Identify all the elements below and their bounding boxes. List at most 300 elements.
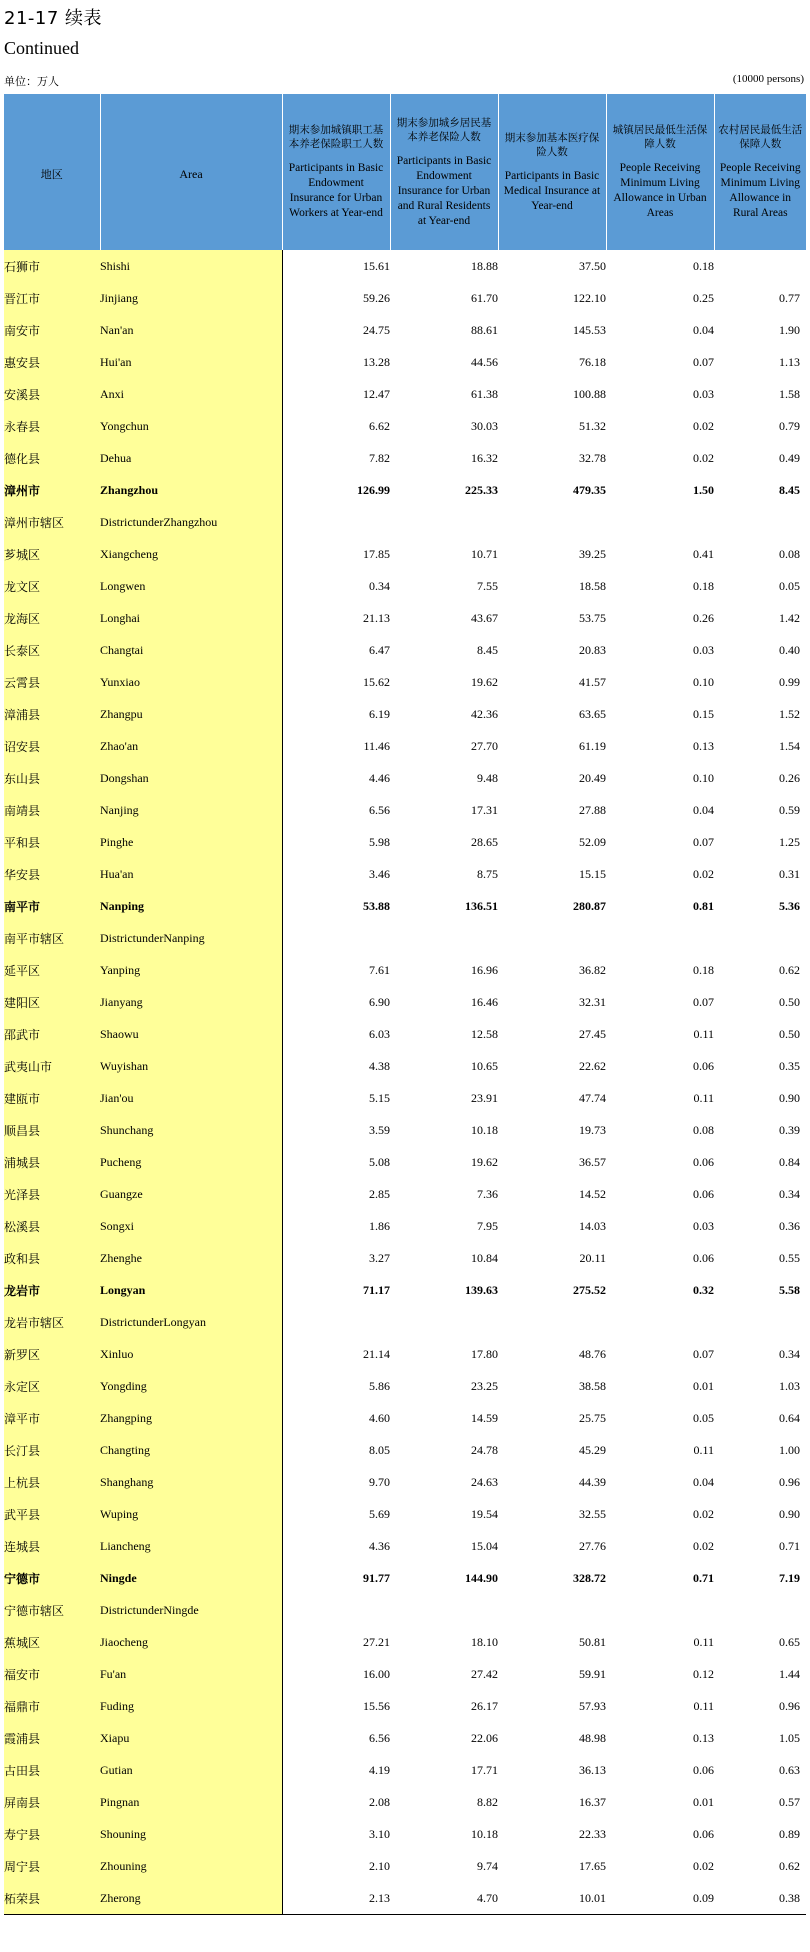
cell-rural-min-allowance: 0.63	[779, 1762, 800, 1777]
table-row	[4, 1306, 806, 1338]
table-row	[4, 954, 806, 986]
cell-rural-min-allowance: 1.54	[779, 738, 800, 753]
cell-residents-pension: 61.70	[471, 290, 498, 305]
header-region-en: Area	[100, 94, 282, 250]
cell-urban-min-allowance: 0.02	[693, 1506, 714, 1521]
statistics-table	[4, 94, 806, 1914]
cell-rural-min-allowance: 0.62	[779, 1858, 800, 1873]
region-name-cn: 顺昌县	[4, 1114, 100, 1146]
region-name-cn: 连城县	[4, 1530, 100, 1562]
region-name-en: Hua'an	[100, 858, 282, 890]
region-name-en: Nanjing	[100, 794, 282, 826]
cell-urban-min-allowance: 0.81	[693, 898, 714, 913]
cell-residents-pension: 144.90	[465, 1570, 498, 1585]
cell-urban-workers-pension: 3.10	[369, 1826, 390, 1841]
cell-residents-pension: 9.48	[477, 770, 498, 785]
header-region-cn: 地区	[4, 94, 100, 250]
table-row	[4, 634, 806, 666]
cell-rural-min-allowance	[714, 1306, 806, 1338]
cell-residents-pension: 225.33	[465, 482, 498, 497]
cell-medical-insurance: 63.65	[579, 706, 606, 721]
cell-urban-workers-pension: 24.75	[363, 322, 390, 337]
cell-rural-min-allowance: 0.99	[779, 674, 800, 689]
cell-rural-min-allowance: 0.57	[779, 1794, 800, 1809]
cell-rural-min-allowance: 0.96	[779, 1474, 800, 1489]
table-row	[4, 346, 806, 378]
cell-medical-insurance: 27.76	[579, 1538, 606, 1553]
cell-medical-insurance	[498, 1306, 606, 1338]
region-name-cn: 邵武市	[4, 1018, 100, 1050]
region-name-cn: 云霄县	[4, 666, 100, 698]
region-name-cn: 石狮市	[4, 250, 100, 282]
cell-urban-min-allowance: 0.07	[693, 354, 714, 369]
region-name-en: Nan'an	[100, 314, 282, 346]
cell-urban-workers-pension	[282, 506, 390, 538]
region-name-en: Jiaocheng	[100, 1626, 282, 1658]
region-name-cn: 霞浦县	[4, 1722, 100, 1754]
cell-rural-min-allowance: 0.31	[779, 866, 800, 881]
cell-urban-workers-pension: 3.59	[369, 1122, 390, 1137]
cell-medical-insurance: 479.35	[573, 482, 606, 497]
table-row	[4, 1370, 806, 1402]
region-name-cn: 平和县	[4, 826, 100, 858]
region-name-cn: 龙岩市辖区	[4, 1306, 100, 1338]
cell-rural-min-allowance: 0.49	[779, 450, 800, 465]
cell-medical-insurance: 48.98	[579, 1730, 606, 1745]
cell-medical-insurance: 76.18	[579, 354, 606, 369]
cell-urban-min-allowance: 0.13	[693, 1730, 714, 1745]
cell-residents-pension: 27.42	[471, 1666, 498, 1681]
cell-medical-insurance: 280.87	[573, 898, 606, 913]
cell-medical-insurance: 38.58	[579, 1378, 606, 1393]
region-name-en: Dongshan	[100, 762, 282, 794]
table-row	[4, 282, 806, 314]
region-name-cn: 东山县	[4, 762, 100, 794]
cell-rural-min-allowance: 0.84	[779, 1154, 800, 1169]
header-residents-pension: 期末参加城乡居民基本养老保险人数 Participants in Basic Endowment Insurance for Urban and Rural Residents at Year-end	[390, 94, 498, 250]
cell-medical-insurance: 36.82	[579, 962, 606, 977]
cell-rural-min-allowance: 0.35	[779, 1058, 800, 1073]
table-row	[4, 570, 806, 602]
cell-urban-min-allowance: 0.02	[693, 866, 714, 881]
table-row	[4, 858, 806, 890]
cell-medical-insurance: 32.31	[579, 994, 606, 1009]
cell-residents-pension: 8.75	[477, 866, 498, 881]
cell-medical-insurance: 36.13	[579, 1762, 606, 1777]
region-name-en: Zhangping	[100, 1402, 282, 1434]
cell-rural-min-allowance: 1.58	[779, 386, 800, 401]
cell-urban-min-allowance: 0.11	[693, 1698, 714, 1713]
cell-residents-pension	[390, 1594, 498, 1626]
unit-label-cn: 单位：万人	[4, 75, 59, 88]
cell-residents-pension: 136.51	[465, 898, 498, 913]
cell-urban-workers-pension: 6.47	[369, 642, 390, 657]
cell-urban-workers-pension: 15.61	[363, 258, 390, 273]
cell-rural-min-allowance: 0.79	[779, 418, 800, 433]
cell-medical-insurance: 25.75	[579, 1410, 606, 1425]
cell-medical-insurance: 50.81	[579, 1634, 606, 1649]
cell-medical-insurance: 47.74	[579, 1090, 606, 1105]
cell-rural-min-allowance: 0.38	[779, 1890, 800, 1905]
cell-residents-pension: 9.74	[477, 1858, 498, 1873]
cell-residents-pension: 17.31	[471, 802, 498, 817]
cell-urban-min-allowance	[606, 1306, 714, 1338]
header-urban-workers-pension: 期末参加城镇职工基本养老保险职工人数 Participants in Basic Endowment Insurance for Urban Workers at Year-end	[282, 94, 390, 250]
cell-urban-workers-pension: 126.99	[357, 482, 390, 497]
cell-urban-min-allowance: 0.71	[693, 1570, 714, 1585]
cell-residents-pension: 10.65	[471, 1058, 498, 1073]
cell-residents-pension: 24.63	[471, 1474, 498, 1489]
region-name-en: Wuyishan	[100, 1050, 282, 1082]
region-name-cn: 建阳区	[4, 986, 100, 1018]
cell-residents-pension: 17.80	[471, 1346, 498, 1361]
table-row	[4, 666, 806, 698]
cell-urban-min-allowance: 0.07	[693, 834, 714, 849]
cell-residents-pension: 10.18	[471, 1122, 498, 1137]
region-name-en: Yanping	[100, 954, 282, 986]
cell-rural-min-allowance: 0.89	[779, 1826, 800, 1841]
cell-medical-insurance: 27.88	[579, 802, 606, 817]
region-name-en: Hui'an	[100, 346, 282, 378]
table-row	[4, 986, 806, 1018]
cell-medical-insurance: 45.29	[579, 1442, 606, 1457]
cell-residents-pension: 14.59	[471, 1410, 498, 1425]
cell-urban-min-allowance: 0.02	[693, 418, 714, 433]
region-name-cn: 漳州市	[4, 474, 100, 506]
region-name-en: Shunchang	[100, 1114, 282, 1146]
region-name-cn: 周宁县	[4, 1850, 100, 1882]
region-name-en: Shishi	[100, 250, 282, 282]
cell-medical-insurance: 145.53	[573, 322, 606, 337]
cell-urban-workers-pension: 2.10	[369, 1858, 390, 1873]
cell-urban-min-allowance: 0.05	[693, 1410, 714, 1425]
cell-rural-min-allowance: 0.40	[779, 642, 800, 657]
cell-medical-insurance: 37.50	[579, 258, 606, 273]
cell-urban-workers-pension: 3.27	[369, 1250, 390, 1265]
cell-urban-workers-pension: 7.61	[369, 962, 390, 977]
table-row	[4, 538, 806, 570]
table-row	[4, 474, 806, 506]
cell-rural-min-allowance: 0.62	[779, 962, 800, 977]
cell-residents-pension: 16.46	[471, 994, 498, 1009]
cell-medical-insurance: 59.91	[579, 1666, 606, 1681]
region-name-en: Shaowu	[100, 1018, 282, 1050]
region-name-cn: 龙海区	[4, 602, 100, 634]
cell-medical-insurance: 14.03	[579, 1218, 606, 1233]
cell-medical-insurance: 41.57	[579, 674, 606, 689]
cell-urban-workers-pension: 2.85	[369, 1186, 390, 1201]
cell-medical-insurance: 16.37	[579, 1794, 606, 1809]
cell-urban-min-allowance: 0.01	[693, 1378, 714, 1393]
table-row	[4, 1210, 806, 1242]
table-row	[4, 1274, 806, 1306]
region-name-en: Jinjiang	[100, 282, 282, 314]
region-name-en: Longhai	[100, 602, 282, 634]
cell-urban-workers-pension	[282, 1306, 390, 1338]
cell-residents-pension	[390, 506, 498, 538]
cell-residents-pension: 7.36	[477, 1186, 498, 1201]
cell-medical-insurance: 17.65	[579, 1858, 606, 1873]
cell-rural-min-allowance: 1.05	[779, 1730, 800, 1745]
cell-residents-pension: 10.18	[471, 1826, 498, 1841]
cell-urban-workers-pension: 6.03	[369, 1026, 390, 1041]
cell-urban-workers-pension: 27.21	[363, 1634, 390, 1649]
unit-label-en: (10000 persons)	[732, 73, 804, 85]
cell-urban-min-allowance: 0.01	[693, 1794, 714, 1809]
cell-urban-min-allowance: 1.50	[693, 482, 714, 497]
region-name-en: Pinghe	[100, 826, 282, 858]
cell-urban-workers-pension	[282, 922, 390, 954]
cell-residents-pension: 19.62	[471, 674, 498, 689]
cell-rural-min-allowance: 0.34	[779, 1186, 800, 1201]
region-name-cn: 惠安县	[4, 346, 100, 378]
table-row	[4, 1114, 806, 1146]
region-name-en: Liancheng	[100, 1530, 282, 1562]
region-name-en: Songxi	[100, 1210, 282, 1242]
cell-rural-min-allowance: 0.71	[779, 1538, 800, 1553]
cell-urban-workers-pension: 71.17	[363, 1282, 390, 1297]
cell-residents-pension: 61.38	[471, 386, 498, 401]
cell-rural-min-allowance: 1.52	[779, 706, 800, 721]
table-row	[4, 1690, 806, 1722]
cell-urban-workers-pension: 21.13	[363, 610, 390, 625]
table-row	[4, 730, 806, 762]
cell-urban-min-allowance: 0.26	[693, 610, 714, 625]
table-row	[4, 1882, 806, 1914]
region-name-cn: 浦城县	[4, 1146, 100, 1178]
cell-urban-workers-pension: 1.86	[369, 1218, 390, 1233]
region-name-en: Longyan	[100, 1274, 282, 1306]
region-name-en: Xiangcheng	[100, 538, 282, 570]
cell-urban-min-allowance: 0.11	[693, 1026, 714, 1041]
region-name-cn: 漳平市	[4, 1402, 100, 1434]
cell-urban-min-allowance: 0.06	[693, 1826, 714, 1841]
table-row	[4, 794, 806, 826]
region-name-cn: 长泰区	[4, 634, 100, 666]
region-name-cn: 福鼎市	[4, 1690, 100, 1722]
cell-urban-min-allowance: 0.13	[693, 738, 714, 753]
cell-rural-min-allowance: 0.34	[779, 1346, 800, 1361]
region-name-cn: 宁德市辖区	[4, 1594, 100, 1626]
cell-urban-min-allowance: 0.12	[693, 1666, 714, 1681]
cell-urban-min-allowance: 0.04	[693, 1474, 714, 1489]
cell-rural-min-allowance: 1.25	[779, 834, 800, 849]
region-name-cn: 光泽县	[4, 1178, 100, 1210]
region-name-en: Yongding	[100, 1370, 282, 1402]
region-name-en: Zhouning	[100, 1850, 282, 1882]
region-name-cn: 德化县	[4, 442, 100, 474]
region-name-cn: 蕉城区	[4, 1626, 100, 1658]
cell-residents-pension: 8.82	[477, 1794, 498, 1809]
cell-medical-insurance: 18.58	[579, 578, 606, 593]
region-name-cn: 永春县	[4, 410, 100, 442]
cell-residents-pension: 30.03	[471, 418, 498, 433]
cell-residents-pension: 8.45	[477, 642, 498, 657]
cell-urban-workers-pension: 2.08	[369, 1794, 390, 1809]
region-name-en: Yunxiao	[100, 666, 282, 698]
region-name-en: Guangze	[100, 1178, 282, 1210]
table-row	[4, 1466, 806, 1498]
cell-urban-min-allowance: 0.06	[693, 1762, 714, 1777]
cell-residents-pension: 18.10	[471, 1634, 498, 1649]
region-name-cn: 松溪县	[4, 1210, 100, 1242]
cell-urban-min-allowance: 0.06	[693, 1186, 714, 1201]
table-row	[4, 698, 806, 730]
cell-residents-pension: 139.63	[465, 1282, 498, 1297]
region-name-cn: 诏安县	[4, 730, 100, 762]
cell-rural-min-allowance: 0.90	[779, 1090, 800, 1105]
cell-residents-pension: 28.65	[471, 834, 498, 849]
region-name-en: Changting	[100, 1434, 282, 1466]
cell-rural-min-allowance: 8.45	[779, 482, 800, 497]
cell-urban-workers-pension: 3.46	[369, 866, 390, 881]
cell-rural-min-allowance: 0.59	[779, 802, 800, 817]
cell-urban-workers-pension: 6.90	[369, 994, 390, 1009]
cell-urban-workers-pension: 6.56	[369, 1730, 390, 1745]
cell-urban-workers-pension: 5.15	[369, 1090, 390, 1105]
table-row	[4, 1658, 806, 1690]
table-row	[4, 1050, 806, 1082]
cell-urban-min-allowance: 0.04	[693, 322, 714, 337]
header-rural-min-allowance: 农村居民最低生活保障人数 People Receiving Minimum Living Allowance in Rural Areas	[714, 94, 806, 250]
table-row	[4, 762, 806, 794]
cell-rural-min-allowance: 0.96	[779, 1698, 800, 1713]
table-row	[4, 1818, 806, 1850]
cell-urban-min-allowance	[606, 506, 714, 538]
cell-medical-insurance: 39.25	[579, 546, 606, 561]
region-name-en: Jian'ou	[100, 1082, 282, 1114]
cell-urban-min-allowance: 0.06	[693, 1154, 714, 1169]
cell-rural-min-allowance: 0.39	[779, 1122, 800, 1137]
table-row	[4, 602, 806, 634]
region-name-en: Shanghang	[100, 1466, 282, 1498]
cell-urban-min-allowance: 0.07	[693, 994, 714, 1009]
cell-residents-pension: 17.71	[471, 1762, 498, 1777]
cell-urban-workers-pension: 15.62	[363, 674, 390, 689]
cell-medical-insurance: 22.62	[579, 1058, 606, 1073]
table-row	[4, 1722, 806, 1754]
table-row	[4, 890, 806, 922]
region-name-cn: 华安县	[4, 858, 100, 890]
table-row	[4, 442, 806, 474]
cell-medical-insurance: 100.88	[573, 386, 606, 401]
cell-urban-min-allowance	[606, 922, 714, 954]
header-urban-min-allowance: 城镇居民最低生活保障人数 People Receiving Minimum Living Allowance in Urban Areas	[606, 94, 714, 250]
table-row	[4, 1850, 806, 1882]
cell-urban-min-allowance: 0.03	[693, 386, 714, 401]
table-row	[4, 410, 806, 442]
cell-rural-min-allowance: 0.26	[779, 770, 800, 785]
header-medical-insurance: 期末参加基本医疗保险人数 Participants in Basic Medical Insurance at Year-end	[498, 94, 606, 250]
cell-urban-min-allowance: 0.04	[693, 802, 714, 817]
cell-rural-min-allowance: 0.64	[779, 1410, 800, 1425]
region-name-en: DistrictunderNingde	[100, 1594, 282, 1626]
region-name-en: Longwen	[100, 570, 282, 602]
cell-residents-pension: 18.88	[471, 258, 498, 273]
cell-urban-min-allowance: 0.06	[693, 1250, 714, 1265]
cell-medical-insurance: 61.19	[579, 738, 606, 753]
table-row	[4, 826, 806, 858]
cell-medical-insurance: 122.10	[573, 290, 606, 305]
region-name-cn: 南平市辖区	[4, 922, 100, 954]
region-name-en: Zhangzhou	[100, 474, 282, 506]
region-name-cn: 上杭县	[4, 1466, 100, 1498]
cell-medical-insurance: 27.45	[579, 1026, 606, 1041]
cell-urban-workers-pension: 9.70	[369, 1474, 390, 1489]
cell-residents-pension: 24.78	[471, 1442, 498, 1457]
region-name-cn: 南安市	[4, 314, 100, 346]
cell-urban-workers-pension: 5.98	[369, 834, 390, 849]
cell-urban-workers-pension: 4.19	[369, 1762, 390, 1777]
cell-residents-pension: 27.70	[471, 738, 498, 753]
cell-urban-min-allowance: 0.03	[693, 1218, 714, 1233]
cell-urban-workers-pension: 4.38	[369, 1058, 390, 1073]
cell-rural-min-allowance: 0.90	[779, 1506, 800, 1521]
cell-urban-min-allowance: 0.25	[693, 290, 714, 305]
cell-rural-min-allowance: 5.58	[779, 1282, 800, 1297]
cell-medical-insurance: 14.52	[579, 1186, 606, 1201]
cell-residents-pension: 16.96	[471, 962, 498, 977]
cell-urban-workers-pension: 4.36	[369, 1538, 390, 1553]
region-name-en: Yongchun	[100, 410, 282, 442]
cell-urban-min-allowance: 0.18	[693, 258, 714, 273]
table-row	[4, 1402, 806, 1434]
table-row	[4, 1530, 806, 1562]
cell-urban-workers-pension: 16.00	[363, 1666, 390, 1681]
table-row	[4, 1786, 806, 1818]
cell-residents-pension: 22.06	[471, 1730, 498, 1745]
cell-urban-workers-pension: 8.05	[369, 1442, 390, 1457]
region-name-cn: 龙文区	[4, 570, 100, 602]
region-name-cn: 新罗区	[4, 1338, 100, 1370]
cell-urban-min-allowance: 0.08	[693, 1122, 714, 1137]
region-name-en: Pingnan	[100, 1786, 282, 1818]
region-name-cn: 政和县	[4, 1242, 100, 1274]
table-subtitle: Continued	[4, 38, 79, 58]
region-name-en: Shouning	[100, 1818, 282, 1850]
region-name-en: Nanping	[100, 890, 282, 922]
region-name-en: Zhao'an	[100, 730, 282, 762]
cell-rural-min-allowance: 0.50	[779, 994, 800, 1009]
cell-residents-pension: 43.67	[471, 610, 498, 625]
cell-rural-min-allowance	[714, 922, 806, 954]
cell-urban-workers-pension: 0.34	[369, 578, 390, 593]
cell-residents-pension: 7.95	[477, 1218, 498, 1233]
region-name-en: DistrictunderZhangzhou	[100, 506, 282, 538]
table-row	[4, 922, 806, 954]
region-name-cn: 宁德市	[4, 1562, 100, 1594]
cell-urban-workers-pension	[282, 1594, 390, 1626]
cell-medical-insurance: 275.52	[573, 1282, 606, 1297]
cell-medical-insurance: 48.76	[579, 1346, 606, 1361]
cell-urban-min-allowance: 0.11	[693, 1442, 714, 1457]
cell-residents-pension: 88.61	[471, 322, 498, 337]
cell-urban-min-allowance: 0.06	[693, 1058, 714, 1073]
region-name-en: Dehua	[100, 442, 282, 474]
cell-urban-min-allowance: 0.10	[693, 674, 714, 689]
cell-urban-min-allowance: 0.02	[693, 450, 714, 465]
region-name-en: Gutian	[100, 1754, 282, 1786]
cell-urban-workers-pension: 5.69	[369, 1506, 390, 1521]
region-name-cn: 芗城区	[4, 538, 100, 570]
cell-medical-insurance: 15.15	[579, 866, 606, 881]
cell-urban-min-allowance: 0.41	[693, 546, 714, 561]
region-name-en: Xinluo	[100, 1338, 282, 1370]
cell-urban-workers-pension: 4.46	[369, 770, 390, 785]
region-name-cn: 南平市	[4, 890, 100, 922]
table-row	[4, 1018, 806, 1050]
cell-residents-pension: 26.17	[471, 1698, 498, 1713]
